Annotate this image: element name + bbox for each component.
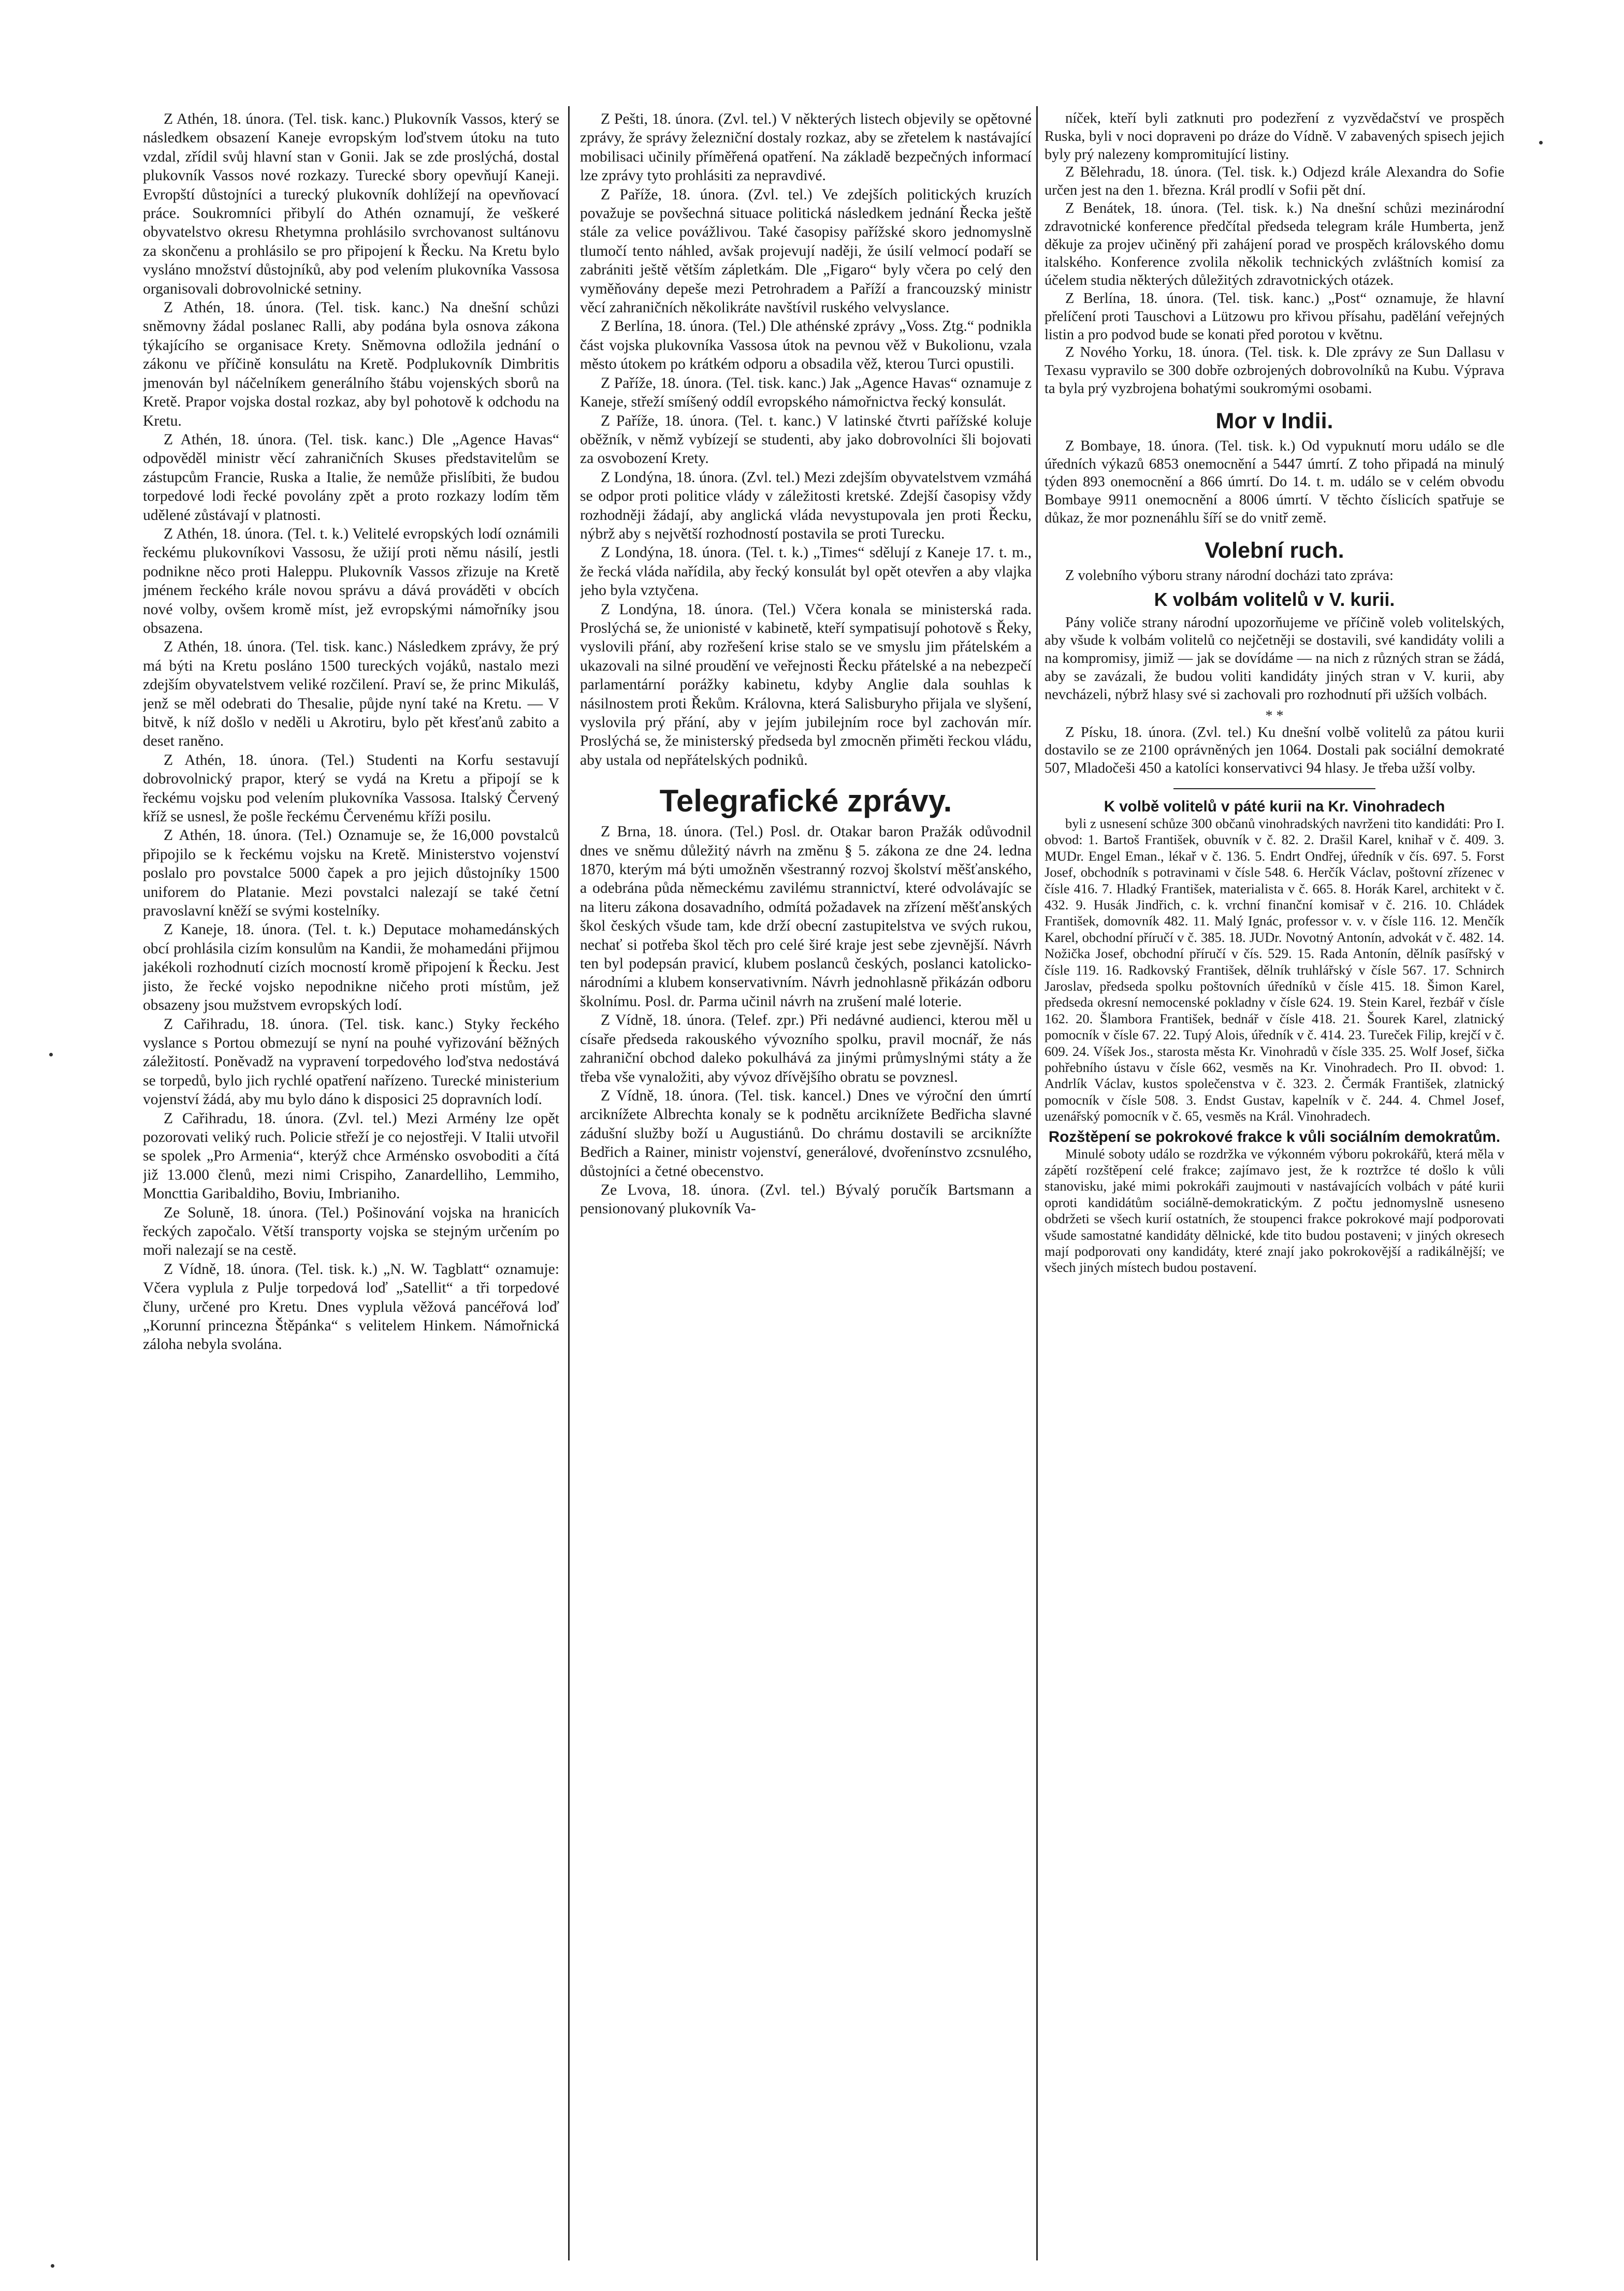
news-item: Z Londýna, 18. února. (Zvl. tel.) Mezi zdejším obyvatelstvem vzmáhá se odpor proti politice vlády v záležitosti kretské. Zdejší časopisy vždy rozhodněji žádají, aby anglická vláda nevystupovala jen proti Řecku, nýbrž aby s největší rozhodností postavila se proti Turecku. [580, 469, 1032, 542]
news-item: Z Benátek, 18. února. (Tel. tisk. k.) Na dnešní schůzi mezinárodní zdravotnické konference předčítal předseda telegram krále Humberta, jenž děkuje za projev učiněný při zahájení porad ve prospěch královského domu italského. Konference zvolila několik technických zvláštních komisí za účelem studia některých důležitých zdravotnických otázek. [1045, 200, 1504, 289]
section-heading-elections: Volební ruch. [1205, 538, 1344, 563]
news-item: Z Athén, 18. února. (Tel. t. k.) Velitelé evropských lodí oznámili řeckému plukovníkovi Vassosu, že užijí proti němu násilí, jestli podnikne něco proti Haleppu. Plukovník Vassos zřizuje na Kretě jménem řeckého krále novou správu a dává prováděti v obcích nové volby, ovšem kromě míst, jež evropskými námořníky jsou obsazena. [143, 525, 559, 636]
news-item: Z Brna, 18. února. (Tel.) Posl. dr. Otakar baron Pražák odůvodnil dnes ve sněmu důležitý návrh na změnu § 5. zákona ze dne 24. ledna 1870, kterým má býti umožněn všestranný rozvoj školství měšťanského, a odebrána půda německému zavilému strannictví, které odvolávajíc se na literu zákona dosavadního, odmítá požadavek na zřízení měšťanských škol českých všude tam, kde drží obecní zastupitelstva ve svých rukou, nechať si potřeba škol těch pro celé širé kraje jest sebe zjevnější. Návrh ten byl podepsán pravicí, klubem poslanců českých, poslanci katolicko-národními a klubem konservativním. Návrh jednohlasně přikázán odboru školnímu. Posl. dr. Parma učinil návrh na zrušení malé loterie. [580, 823, 1032, 1010]
news-item: Z Berlína, 18. února. (Tel.) Dle athénské zprávy „Voss. Ztg.“ podnikla část vojska plukovníka Vassosa útok na pevnou věž v Bukolionu, vzala město útokem po krátkém odporu a obsadila věž, kterou Turci opustili. [580, 318, 1032, 373]
news-item: Z Vídně, 18. února. (Tel. tisk. k.) „N. W. Tagblatt“ oznamuje: Včera vyplula z Pulje torpedová loď „Satellit“ a tři torpedové čluny, určené pro Kretu. Dnes vyplula věžová pancéřová loď „Korunní princezna Štěpánka“ s velitelem Hinkem. Námořnická záloha nebyla svolána. [143, 1260, 559, 1353]
news-item: Minulé soboty událo se rozdržka ve výkonném výboru pokrokářů, která měla v zápětí rozštěpení celé frakce; zajímavo jest, že k roztržce té došlo k vůli stanovisku, jaké mimi pokrokáři zaujmouti v nastávajících volbách v páté kurii oproti kandidátům sociálně-demokratickým. Z počtu jednomyslně usneseno obdržeti se všech kurií ostatních, že stoupenci frakce pokrokové mají podporovati všude samostatné kandidáty dělnické, kde tito budou postaveni; v jiných okresech mají podporovati ony kandidáty, které znají jako pokrokovější a radikálnější; ve všech jiných místech budou postavení. [1045, 1146, 1504, 1275]
news-item: Z Nového Yorku, 18. února. (Tel. tisk. k. Dle zprávy ze Sun Dallasu v Texasu vypravilo se 300 dobře ozbrojených dobrovolníků na Kubu. Výprava ta byla prý vyzbrojena bohatými soukromými osobami. [1045, 344, 1504, 397]
separator-stars: * * [1265, 707, 1284, 724]
column-divider [1036, 106, 1038, 2260]
news-item: Z Londýna, 18. února. (Tel.) Včera konala se ministerská rada. Proslýchá se, že unionisté v kabinetě, kteří sympatisují pohotově s Řeky, vyslovili přání, aby rozřešení krise stalo se ve smyslu jim přátelském a ukazovali na silné proudění ve veřejnosti Řecku přátelské a na nebezpečí parlamentární porážky kabinetu, kdyby Anglie dala souhlas k násilnostem proti Řekům. Královna, která Salisburyho přijala ve slyšení, vyslovila prý přání, aby v jejím jubilejním roce byl zachován mír. Proslýchá se, že ministerský předseda byl zmocněn přiměti řeckou vládu, aby ustala od nepřátelských podniků. [580, 601, 1032, 769]
news-item: Z Berlína, 18. února. (Tel. tisk. kanc.) „Post“ oznamuje, že hlavní přelíčení proti Tauschovi a Lützowu pro křivou přísahu, padělání veřejných listin a pro podvod bude se konati před porotou v květnu. [1045, 290, 1504, 343]
news-item: Z Athén, 18. února. (Tel.) Studenti na Korfu sestavují dobrovolnický prapor, který se vydá na Kretu a připojí se k řeckému vojsku pod velením plukovníka Vassosa. Italský Červený kříž se usnesl, že pošle řeckému Červenému kříži posilu. [143, 751, 559, 825]
news-item: níček, kteří byli zatknuti pro podezření z vyzvědačství ve prospěch Ruska, byli v noci dopraveni po dráze do Vídně. V zabavených spisech jejich byly prý nalezeny kompromitující listiny. [1045, 110, 1504, 163]
news-item: Z Kaneje, 18. února. (Tel. t. k.) Deputace mohamedánských obcí prohlásila cizím konsulům na Kandii, že mohamedáni přijmou jakékoli rozhodnutí cizích mocností kromě připojení k Řecku. Jest jisto, že řecké vojsko nepodnikne ničeho proti místům, jež obsazeny jsou mužstvem evropských lodí. [143, 921, 559, 1014]
column-divider [568, 106, 570, 2260]
news-item: byli z usnesení schůze 300 občanů vinohradských navrženi tito kandidáti: Pro I. obvod: 1. Bartoš František, obuvník v č. 82. 2. Drašil Karel, knihař v č. 409. 3. MUDr. Engel Eman., lékař v č. 136. 5. Endrt Ondřej, úředník v čís. 697. 5. Forst Josef, obchodník s potravinami v čísle 548. 6. Herčík Václav, poštovní zřízenec v čísle 416. 7. Hladký František, materialista v č. 665. 8. Horák Karel, architekt v č. 432. 9. Husák Jindřich, c. k. vrchní finanční komisař v č. 216. 10. Chládek František, domovník 482. 11. Malý Ignác, professor v. v. v čísle 116. 12. Menčík Karel, obchodní příručí v č. 385. 18. JUDr. Novotný Antonín, advokát v č. 482. 14. Nožička Josef, obchodní příručí v čís. 529. 15. Rada Antonín, dělník pasířský v čísle 119. 16. Radkovský František, dělník truhlářský v čísle 567. 17. Schnirch Jaroslav, předseda spolku poštovních úředníků v čísle 415. 18. Šimon Karel, předseda okresní nemocenské pokladny v čísle 624. 19. Stein Karel, řezbář v čísle 162. 20. Šlambora František, bednář v čísle 418. 21. Šourek Karel, zlatnický pomocník v čísle 67. 22. Tupý Alois, úředník v č. 414. 23. Tureček Filip, krejčí v č. 609. 24. Víšek Jos., starosta města Kr. Vinohradů v čísle 335. 25. Wolf Josef, šička pohřebního ústavu v čísle 662, vesměs na Kr. Vinohradech. Pro II. obvod: 1. Andrlík Václav, kustos společenstva v č. 323. 2. Čermák František, zlatnický pomocník v čísle 508. 3. Endst Gustav, kapelník v č. 244. 4. Chmel Josef, uzenářský pomocník v č. 65, vesměs na Král. Vinohradech. [1045, 815, 1504, 1124]
news-item: Z volebního výboru strany národní docházi tato zpráva: [1065, 567, 1394, 584]
page-mark [51, 2264, 54, 2268]
page-mark [49, 1053, 53, 1056]
news-item: Z Paříže, 18. února. (Tel. t. kanc.) V latinské čtvrti pařížské koluje oběžník, v němž vybízejí se studenti, aby jako dobrovolníci šli bojovati za osvobození Krety. [580, 412, 1032, 467]
small-heading: Rozštěpení se pokrokové frakce k vůli sociálním demokratům. [1048, 1128, 1501, 1146]
news-item: Z Athén, 18. února. (Tel. tisk. kanc.) Plukovník Vassos, který se následkem obsazení Kaneje evropským loďstvem útoku na tuto vzdal, zřídil svůj hlavní stan v Gonii. Jak se zde proslýchá, dostal plukovník Vassos nové rozkazy. Turecké sbory opevňují Kaneji. Evropští důstojníci a turecký plukovník dohlížejí na opevňovací práce. Soukromníci přibylí do Athén oznamují, že veškeré obyvatelstvo okresu Rhetymna prohlásilo svrchovanost sultánovu za skončenu a prohlásilo se pro připojení k Řecku. Na Kretu bylo vysláno množství důstojníků, aby pod velením plukovníka Vassosa organisovali dobrovolnické setniny. [143, 111, 559, 297]
column-2 [580, 110, 1032, 2267]
news-item: Z Athén, 18. února. (Tel.) Oznamuje se, že 16,000 povstalců připojilo se k řeckému vojsku na Kretě. Ministerstvo vojenství poslalo pro povstalce 5000 čapek a pro jejich důstojníky 1500 uniforem do Platanie. Mezi povstalci nalezají se také četní pravoslavní kněží se svými kostelníky. [143, 827, 559, 920]
news-item: Z Pešti, 18. února. (Zvl. tel.) V některých listech objevily se opětovné zprávy, že správy železniční dostaly rozkaz, aby se zřetelem k nastávající mobilisaci učinily příměřená opatření. Na základě bezpečných informací lze zprávy tyto prohlásiti za nepravdivé. [580, 111, 1032, 184]
news-item: Z Athén, 18. února. (Tel. tisk. kanc.) Dle „Agence Havas“ odpověděl ministr věcí zahraničních Skuses představitelům se zástupcům Francie, Ruska a Italie, že nemůže přislíbiti, že budou torpedové lodi řecké povolány zpět a proto rozkazy lodím těm udělené zůstávají v platnosti. [143, 431, 559, 524]
news-item: Z Cařihradu, 18. února. (Tel. tisk. kanc.) Styky řeckého vyslance s Portou obmezují se nyní na pouhé vyřizování běžných záležitostí. Poněvadž na vypravení torpedového loďstva nedostává se torpedů, bylo jich rychlé opatření nařízeno. Turecké ministerium vojenství žádá, aby mu bylo dáno k disposici 25 dopravních lodí. [143, 1016, 559, 1108]
news-item: Z Paříže, 18. února. (Zvl. tel.) Ve zdejších politických kruzích považuje se povšechná situace politická následkem jednání Řecka ještě stále za velice povážlivou. Také časopisy pařížské skoro jednomyslně tlumočí tento náhled, avšak projevují naději, že úsilí velmocí podaří se zabrániti ještě větším zápletkám. Dle „Figaro“ byly včera po celý den vyměňovány depeše mezi Petrohradem a Paříží a francouzský ministr věcí zahraničních několikráte navštívil ruského velvyslance. [580, 186, 1032, 316]
news-item: Z Bombaye, 18. února. (Tel. tisk. k.) Od vypuknutí moru událo se dle úředních výkazů 6853 onemocnění a 5447 úmrtí. Z toho připadá na minulý týden 893 onemocnění a 866 úmrtí. Do 14. t. m. událo se v celém obvodu Bombaye 9911 onemocnění a 8006 úmrtí. V těchto číslicích spatřuje se důkaz, že mor poznenáhlu šíří se do vnitř země. [1045, 438, 1504, 526]
news-item: Z Londýna, 18. února. (Tel. t. k.) „Times“ sdělují z Kaneje 17. t. m., že řecká vláda nařídila, aby řecký konsulát byl opět otevřen a aby vlajka jeho byla vztyčena. [580, 544, 1032, 599]
section-heading-telegraph: Telegrafické zprávy. [659, 784, 952, 819]
section-heading-plague: Mor v Indii. [1215, 408, 1333, 433]
column-1 [143, 110, 559, 2267]
news-item: Z Paříže, 18. února. (Tel. tisk. kanc.) Jak „Agence Havas“ oznamuje z Kaneje, střeží smíšený oddíl evropského námořnictva řecký konsulát. [580, 374, 1032, 411]
small-heading: K volbě volitelů v páté kurii na Kr. Vinohradech [1104, 798, 1445, 815]
news-item: Z Athén, 18. února. (Tel. tisk. kanc.) Následkem zprávy, že prý má býti na Kretu posláno 1500 tureckých vojáků, nastalo mezi zdejším obyvatelstvem veliké rozčilení. Praví se, že princ Mikuláš, jenž se měl odebrati do Thesalie, půjde nyní také na Kretu. — V bitvě, k níž došlo v neděli u Akrotiru, bylo pět křesťanů zabito a deset raněno. [143, 639, 559, 750]
separator-line [1173, 788, 1376, 789]
subheading-elections-v-kurie: K volbám volitelů v V. kurii. [1154, 588, 1395, 610]
news-item: Z Athén, 18. února. (Tel. tisk. kanc.) Na dnešní schůzi sněmovny žádal poslanec Ralli, aby podána byla osnova zákona týkajícího se organisace Krety. Sněmovna odložila jednání o zákonu ve příčině konsulátu na Kretě. Podplukovník Dimbritis jmenován byl náčelníkem generálního štábu vojenských sborů na Kretě. Prapor vojska dostal rozkaz, aby byl pohotově k odchodu na Kretu. [143, 299, 559, 429]
news-item: Z Vídně, 18. února. (Tel. tisk. kancel.) Dnes ve výroční den úmrtí arciknížete Albrechta konaly se k podnětu arciknížete Bedřicha slavné zádušní služby boží u Augustiánů. Do chrámu dostavili se arciknížte Bedřich a Rainer, ministr vojenství, generálové, dvořenínstvo zcsnulého, důstojníci a četné obecenstvo. [580, 1087, 1032, 1180]
news-item: Z Cařihradu, 18. února. (Zvl. tel.) Mezi Armény lze opět pozorovati veliký ruch. Policie střeží je co nejostřeji. V Italii utvořil se spolek „Pro Armenia“, kterýž chce Arménsko osvoboditi a čítá již 13.000 členů, mezi nimi Crispiho, Zanardelliho, Lemmiho, Moncttia Garibaldiho, Boviu, Imbrianiho. [143, 1110, 559, 1202]
news-item: Z Bělehradu, 18. února. (Tel. tisk. k.) Odjezd krále Alexandra do Sofie určen jest na den 1. března. Král prodlí v Sofii pět dní. [1045, 164, 1504, 199]
news-item: Pány voliče strany národní upozorňujeme ve příčině voleb volitelských, aby všude k volbám volitelů co nejčetněji se dostavili, své kandidáty volili a na kompromisy, jimiž — jak se dovídáme — na nich z různých stran se žádá, aby se zavázali, že budou voliti kandidáty jiných stran v V. kurii, aby nevcházeli, nýbrž hlasy své si zachovali pro rozhodnutí při užších volbách. [1045, 614, 1504, 703]
news-item: Z Vídně, 18. února. (Telef. zpr.) Při nedávné audienci, kterou měl u císaře předseda rakouského vývozního spolku, pravil mocnář, že nás zahraniční obchod daleko pokulhává za jinými průmyslnými státy a že třeba vše vynaložiti, aby vývoz dřívějšího obratu se povznesl. [580, 1012, 1032, 1085]
news-item: Z Písku, 18. února. (Zvl. tel.) Ku dnešní volbě volitelů za pátou kurii dostavilo se ze 2100 oprávněných jen 1064. Dostali pak sociální demokraté 507, Mladočeši 450 a katolíci konservativci 94 hlasy. Je třeba užší volby. [1045, 724, 1504, 777]
column-3 [1045, 110, 1504, 2267]
news-item: Ze Soluně, 18. února. (Tel.) Pošinování vojska na hranicích řeckých započalo. Větší transporty vojska se stejným určením po moři nalezají se na cestě. [143, 1204, 559, 1259]
page-mark [1539, 141, 1543, 144]
news-item: Ze Lvova, 18. února. (Zvl. tel.) Bývalý poručík Bartsmann a pensionovaný plukovník Va- [580, 1181, 1032, 1217]
